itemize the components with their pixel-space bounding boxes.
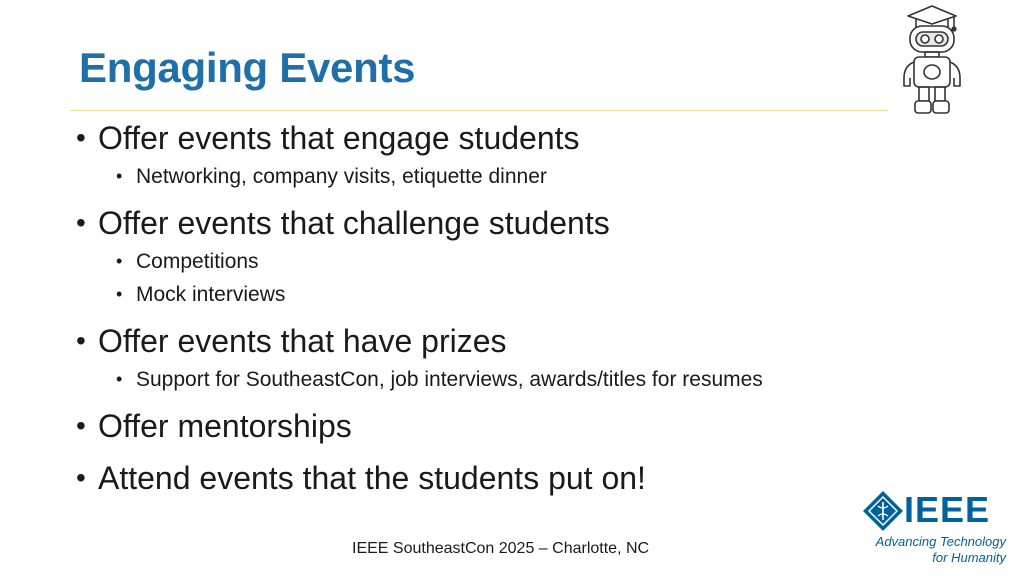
title-divider [70, 110, 888, 111]
bullet-item: • Offer events that engage students [76, 116, 876, 160]
sub-bullet-item: • Support for SoutheastCon, job interviews, awards/titles for resumes [76, 363, 876, 396]
ieee-tagline-line1: Advancing Technology [875, 534, 1006, 549]
bullet-item: • Offer events that challenge students [76, 201, 876, 245]
ieee-wordmark: IEEE [904, 489, 991, 530]
sub-bullet-item: • Mock interviews [76, 278, 876, 311]
ieee-tagline-line2: for Humanity [932, 550, 1006, 565]
ieee-diamond-icon [862, 490, 904, 532]
page-title: Engaging Events [79, 44, 416, 91]
robot-mascot-icon [896, 2, 962, 118]
bullet-list [76, 116, 876, 500]
ieee-logo [860, 488, 1010, 572]
bullet-item: • Attend events that the students put on! [76, 456, 876, 500]
bullet-item: • Offer mentorships [76, 404, 876, 448]
bullet-item: • Offer events that have prizes [76, 319, 876, 363]
footer-text: IEEE SoutheastCon 2025 – Charlotte, NC [352, 540, 650, 557]
sub-bullet-item: • Competitions [76, 245, 876, 278]
ieee-tagline [864, 534, 1006, 566]
sub-bullet-item: • Networking, company visits, etiquette dinner [76, 160, 876, 193]
